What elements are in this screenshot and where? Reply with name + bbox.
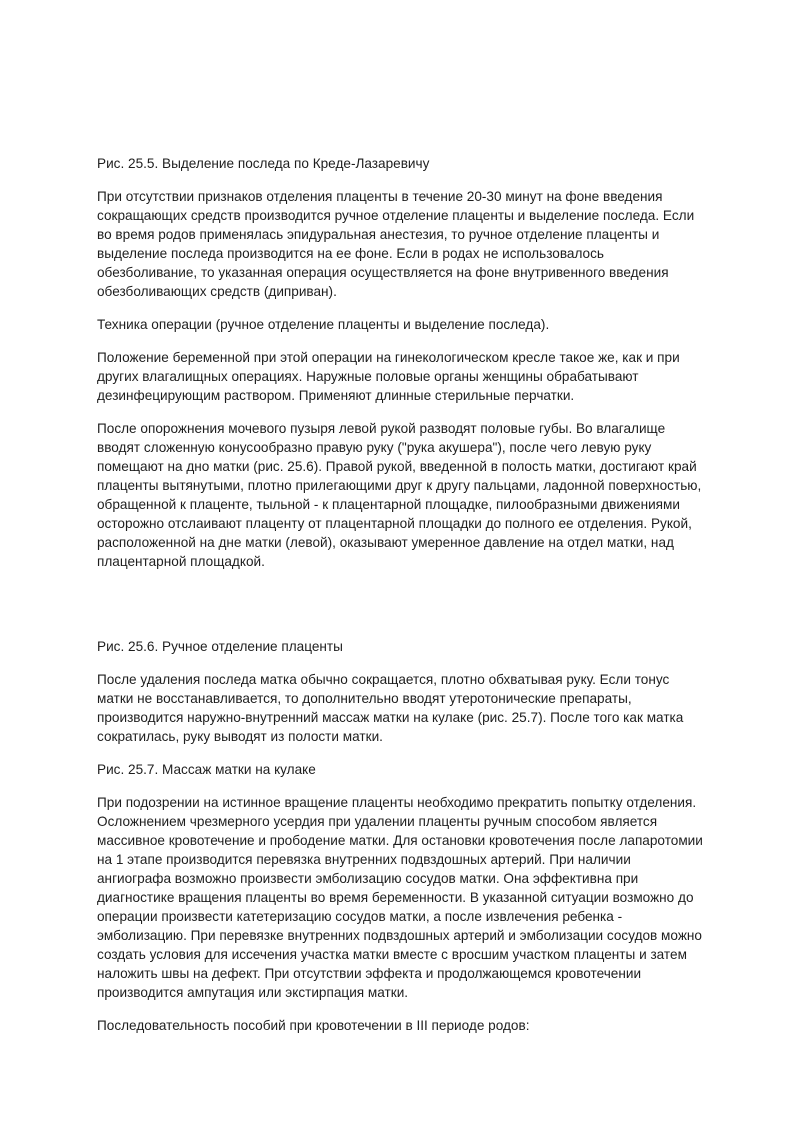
figure-gap bbox=[97, 585, 707, 637]
paragraph-procedure-steps: После опорожнения мочевого пузыря левой рукой разводят половые губы. Во влагалище вводят сложенную конусообразно правую руку ("рука акушера"), после чего левую руку помещают на дно матки (рис. 25.6). Правой рукой, введенной в полость матки, достигают край плаценты вытянутыми, плотно прилегающими друг к другу пальцами, ладонной поверхностью, обращенной к плаценте, тыльной - к плацентарной площадке, пилообразными движениями осторожно отслаивают плаценту от плацентарной площадки до полного ее отделения. Рукой, расположенной на дне матки (левой), оказывают умеренное давление на отдел матки, над плацентарной площадкой. bbox=[97, 421, 702, 569]
figure-caption-25-7: Рис. 25.7. Массаж матки на кулаке bbox=[97, 762, 316, 777]
paragraph-operation-technique: Техника операции (ручное отделение плаценты и выделение последа). bbox=[97, 317, 550, 332]
paragraph-patient-position: Положение беременной при этой операции на гинекологическом кресле такое же, как и при других влагалищных операциях. Наружные половые органы женщины обрабатывают дезинфецирующим раствором. Применяют длинные стерильные перчатки. bbox=[97, 350, 680, 403]
paragraph-manual-separation-indication: При отсутствии признаков отделения плаценты в течение 20-30 минут на фоне введения сокращающих средств производится ручное отделение плаценты и выделение последа. Если во время родов применялась эпидуральная анестезия, то ручное отделение плаценты и выделение последа производится на ее фоне. Если в родах не использовалось обезболивание, то указанная операция осуществляется на фоне внутривенного введения обезболивающих средств (диприван). bbox=[97, 189, 695, 299]
paragraph-after-removal: После удаления последа матка обычно сокращается, плотно обхватывая руку. Если тонус матки не восстанавливается, то дополнительно вводят утеротонические препараты, производится наружно-внутренний массаж матки на кулаке (рис. 25.7). После того как матка сократилась, руку выводят из полости матки. bbox=[97, 672, 684, 744]
paragraph-placenta-accreta: При подозрении на истинное вращение плаценты необходимо прекратить попытку отделения. Осложнением чрезмерного усердия при удалении плаценты ручным способом является массивное кровотечение и прободение матки. Для остановки кровотечения после лапаротомии на 1 этапе производится перевязка внутренних подвздошных артерий. При наличии ангиографа возможно произвести эмболизацию сосудов матки. Она эффективна при диагностике вращения плаценты во время беременности. В указанной ситуации возможно до операции произвести катетеризацию сосудов матки, а после извлечения ребенка - эмболизацию. При перевязке внутренних подвздошных артерий и эмболизации сосудов можно создать условия для иссечения участка матки вместе с вросшим участком плаценты и затем наложить швы на дефект. При отсутствии эффекта и продолжающемся кровотечении производится ампутация или экстирпация матки. bbox=[97, 795, 703, 1000]
document-page bbox=[97, 154, 707, 1049]
figure-caption-25-5: Рис. 25.5. Выделение последа по Креде-Лазаревичу bbox=[97, 156, 430, 171]
figure-caption-25-6: Рис. 25.6. Ручное отделение плаценты bbox=[97, 639, 343, 654]
paragraph-sequence-heading: Последовательность пособий при кровотечении в III периоде родов: bbox=[97, 1018, 530, 1033]
